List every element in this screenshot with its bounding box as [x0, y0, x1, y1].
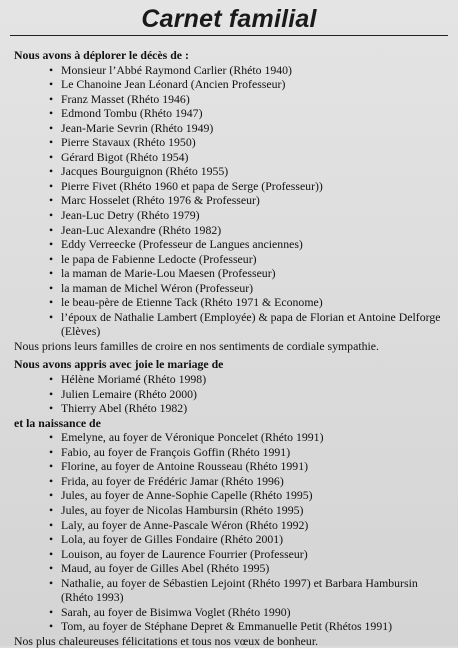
list-item-text: le papa de Fabienne Ledocte (Professeur) — [61, 251, 257, 266]
bullet-icon: • — [49, 237, 54, 252]
bullet-icon: • — [49, 473, 54, 488]
list-item — [14, 63, 446, 78]
deaths-list — [14, 63, 446, 339]
list-item-text: Edmond Tombu (Rhéto 1947) — [61, 106, 203, 121]
list-item — [14, 401, 446, 416]
list-item-text: Monsieur l’Abbé Raymond Carlier (Rhéto 1940) — [61, 62, 292, 77]
bullet-icon: • — [49, 193, 54, 208]
list-item — [14, 237, 446, 252]
bullet-icon: • — [49, 208, 54, 223]
bullet-icon: • — [49, 295, 54, 310]
bullet-icon: • — [49, 280, 54, 295]
list-item-text: Hélène Moriamé (Rhéto 1998) — [61, 372, 207, 387]
bullet-icon: • — [49, 120, 54, 135]
list-item-text: Lola, au foyer de Gilles Fondaire (Rhéto 2001) — [61, 532, 284, 547]
list-item — [14, 223, 446, 238]
list-item — [14, 372, 446, 387]
bullet-icon: • — [49, 266, 54, 281]
list-item-text: la maman de Marie-Lou Maesen (Professeur) — [61, 266, 276, 281]
list-item-text: Jean-Luc Alexandre (Rhéto 1982) — [61, 222, 222, 237]
list-item-text: Marc Hosselet (Rhéto 1976 & Professeur) — [61, 193, 260, 208]
list-item-text: le beau-père de Etienne Tack (Rhéto 1971 & Econome) — [61, 295, 323, 310]
list-item-text: Jean-Marie Sevrin (Rhéto 1949) — [61, 120, 214, 135]
bullet-icon: • — [49, 164, 54, 179]
list-item-text: la maman de Michel Wéron (Professeur) — [61, 280, 254, 295]
bullet-icon: • — [49, 444, 54, 459]
list-item-text: Laly, au foyer de Anne-Pascale Wéron (Rhéto 1992) — [61, 517, 309, 532]
list-item — [14, 135, 446, 150]
list-item-text: l’époux de Nathalie Lambert (Employée) & papa de Florian et Antoine Delforge (Elèves) — [61, 309, 441, 339]
list-item — [14, 576, 446, 605]
list-item-text: Franz Masset (Rhéto 1946) — [61, 91, 190, 106]
bullet-icon: • — [49, 372, 54, 387]
list-item — [14, 150, 446, 165]
list-item — [14, 459, 446, 474]
list-item — [14, 387, 446, 402]
bullet-icon: • — [49, 561, 54, 576]
list-item-text: Thierry Abel (Rhéto 1982) — [61, 401, 188, 416]
marriages-list — [14, 372, 446, 416]
page-title: Carnet familial — [141, 5, 317, 33]
bullet-icon: • — [49, 309, 54, 324]
bullet-icon: • — [49, 604, 54, 619]
list-item-text: Louison, au foyer de Laurence Fourrier (Professeur) — [61, 546, 308, 561]
bullet-icon: • — [49, 178, 54, 193]
marriages-heading: Nous avons appris avec joie le mariage de — [14, 357, 224, 372]
header-band — [10, 4, 448, 36]
births-list — [14, 430, 446, 634]
list-item — [14, 208, 446, 223]
list-item-text: Jules, au foyer de Anne-Sophie Capelle (Rhéto 1995) — [61, 488, 313, 503]
deaths-closing: Nous prions leurs familles de croire en nos sentiments de cordiale sympathie. — [14, 338, 379, 353]
bullet-icon: • — [49, 619, 54, 634]
bullet-icon: • — [49, 77, 54, 92]
bullet-icon: • — [49, 62, 54, 77]
list-item-text: Maud, au foyer de Gilles Abel (Rhéto 1995) — [61, 561, 270, 576]
list-item — [14, 310, 446, 339]
list-item-text: Tom, au foyer de Stéphane Depret & Emmanuelle Petit (Rhétos 1991) — [61, 619, 393, 634]
list-item — [14, 561, 446, 576]
list-item-text: Julien Lemaire (Rhéto 2000) — [61, 386, 197, 401]
list-item — [14, 532, 446, 547]
list-item — [14, 164, 446, 179]
list-item — [14, 281, 446, 296]
bullet-icon: • — [49, 575, 54, 590]
list-item — [14, 121, 446, 136]
list-item-text: Le Chanoine Jean Léonard (Ancien Professeur) — [61, 77, 286, 92]
list-item — [14, 619, 446, 634]
bullet-icon: • — [49, 222, 54, 237]
bullet-icon: • — [49, 386, 54, 401]
bullet-icon: • — [49, 401, 54, 416]
list-item-text: Eddy Verreecke (Professeur de Langues anciennes) — [61, 237, 303, 252]
bullet-icon: • — [49, 106, 54, 121]
list-item-text: Nathalie, au foyer de Sébastien Lejoint (Rhéto 1997) et Barbara Hambursin (Rhéto 1993) — [61, 575, 418, 605]
list-item — [14, 488, 446, 503]
list-item — [14, 266, 446, 281]
bullet-icon: • — [49, 149, 54, 164]
bullet-icon: • — [49, 532, 54, 547]
deaths-heading: Nous avons à déplorer le décès de : — [14, 48, 189, 62]
list-item — [14, 106, 446, 121]
content — [14, 48, 446, 648]
list-item — [14, 518, 446, 533]
list-item — [14, 179, 446, 194]
list-item — [14, 430, 446, 445]
list-item-text: Pierre Fivet (Rhéto 1960 et papa de Serge (Professeur)) — [61, 178, 323, 193]
births-closing: Nos plus chaleureuses félicitations et tous nos vœux de bonheur. — [14, 633, 319, 648]
list-item — [14, 605, 446, 620]
list-item — [14, 252, 446, 267]
bullet-icon: • — [49, 502, 54, 517]
list-item-text: Emelyne, au foyer de Véronique Poncelet (Rhéto 1991) — [61, 430, 324, 445]
list-item — [14, 445, 446, 460]
bullet-icon: • — [49, 459, 54, 474]
list-item-text: Pierre Stavaux (Rhéto 1950) — [61, 135, 196, 150]
list-item-text: Sarah, au foyer de Bisimwa Voglet (Rhéto 1990) — [61, 604, 291, 619]
list-item-text: Jacques Bourguignon (Rhéto 1955) — [61, 164, 229, 179]
list-item-text: Frida, au foyer de Frédéric Jamar (Rhéto 1996) — [61, 473, 284, 488]
list-item — [14, 474, 446, 489]
list-item-text: Jean-Luc Detry (Rhéto 1979) — [61, 208, 200, 223]
list-item — [14, 295, 446, 310]
list-item — [14, 503, 446, 518]
bullet-icon: • — [49, 517, 54, 532]
list-item-text: Gérard Bigot (Rhéto 1954) — [61, 149, 189, 164]
list-item — [14, 193, 446, 208]
bullet-icon: • — [49, 135, 54, 150]
list-item — [14, 547, 446, 562]
births-heading: et la naissance de — [14, 415, 101, 430]
list-item-text: Fabio, au foyer de François Goffin (Rhéto 1991) — [61, 444, 291, 459]
list-item — [14, 92, 446, 107]
bullet-icon: • — [49, 546, 54, 561]
bullet-icon: • — [49, 91, 54, 106]
bullet-icon: • — [49, 251, 54, 266]
bullet-icon: • — [49, 488, 54, 503]
list-item — [14, 77, 446, 92]
list-item-text: Florine, au foyer de Antoine Rousseau (Rhéto 1991) — [61, 459, 309, 474]
bullet-icon: • — [49, 430, 54, 445]
list-item-text: Jules, au foyer de Nicolas Hambursin (Rhéto 1995) — [61, 502, 304, 517]
